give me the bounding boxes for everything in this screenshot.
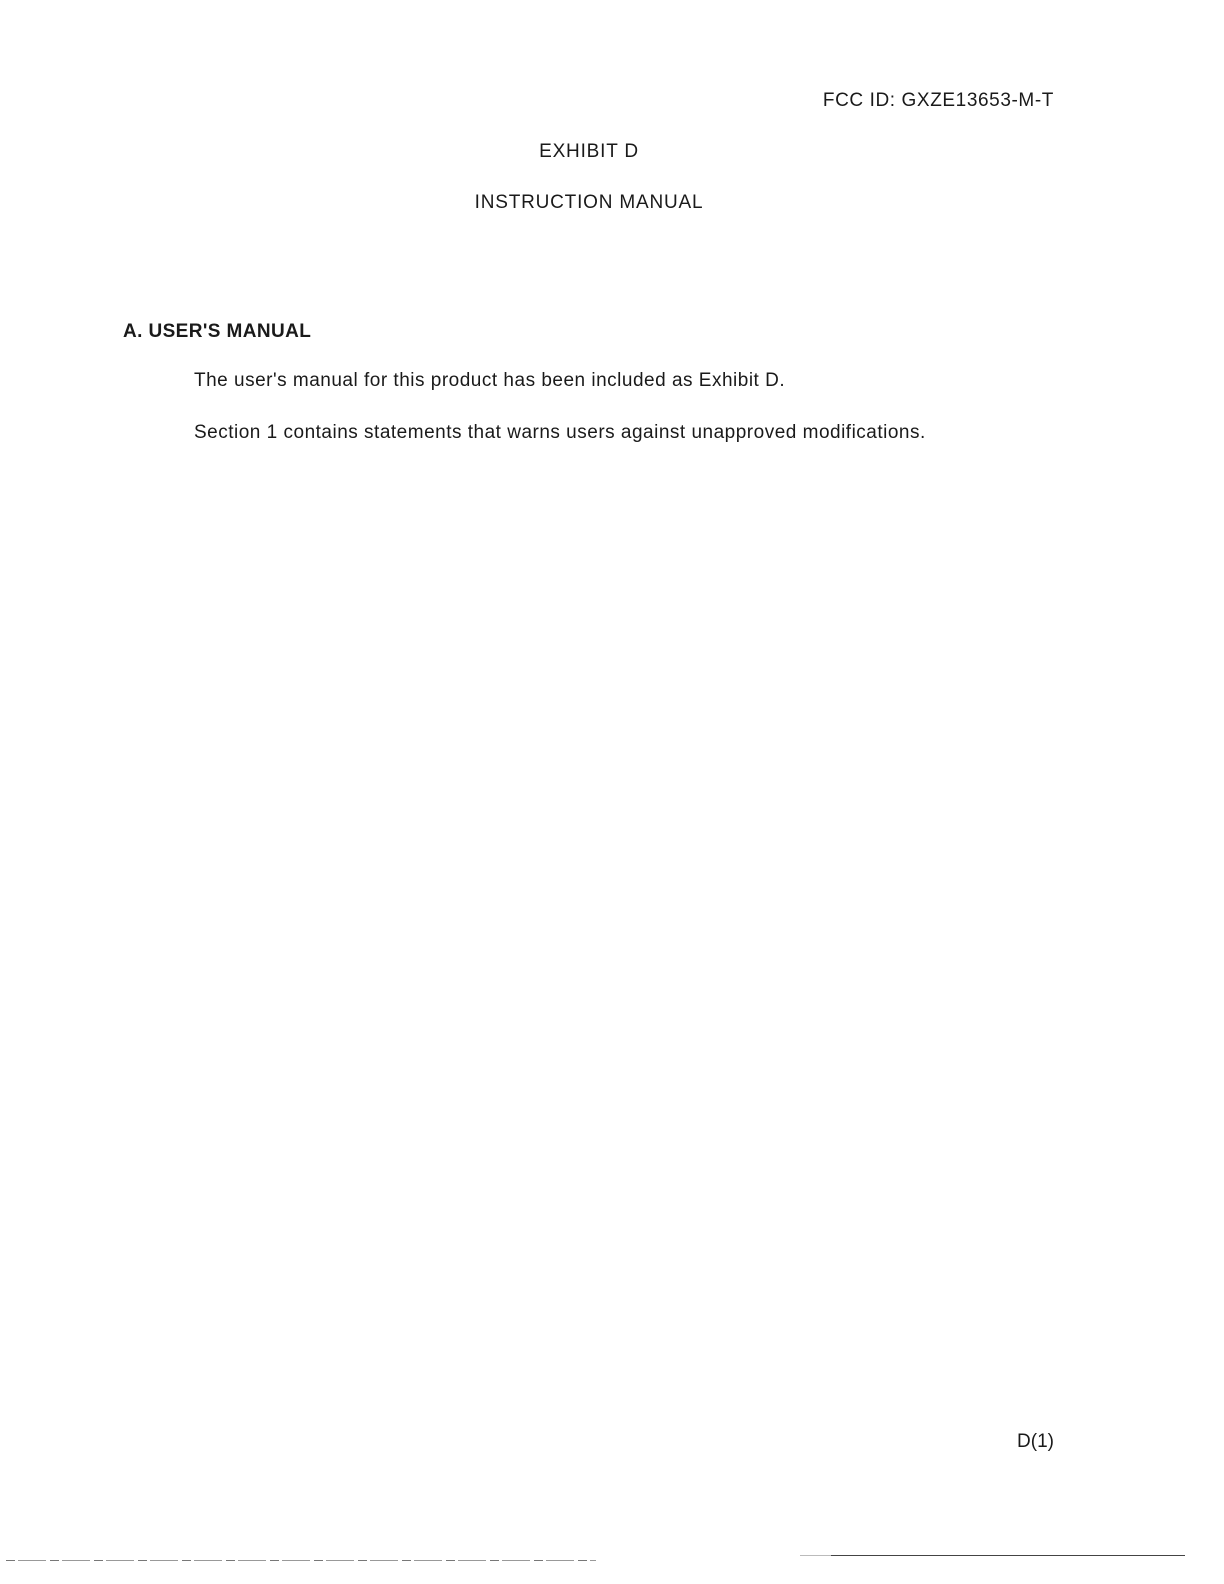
paragraph-user-manual: The user's manual for this product has been included as Exhibit D. (194, 370, 786, 391)
page-number: D(1) (1017, 1431, 1054, 1452)
fcc-id: FCC ID: GXZE13653-M-T (822, 90, 1054, 111)
scan-artifact-line (6, 1560, 596, 1561)
exhibit-subtitle: INSTRUCTION MANUAL (474, 192, 704, 213)
section-heading: A. USER'S MANUAL (123, 321, 312, 342)
paragraph-section-1: Section 1 contains statements that warns users against unapproved modifications. (194, 422, 926, 443)
scan-artifact-line (800, 1555, 1185, 1556)
exhibit-title: EXHIBIT D (539, 141, 639, 162)
